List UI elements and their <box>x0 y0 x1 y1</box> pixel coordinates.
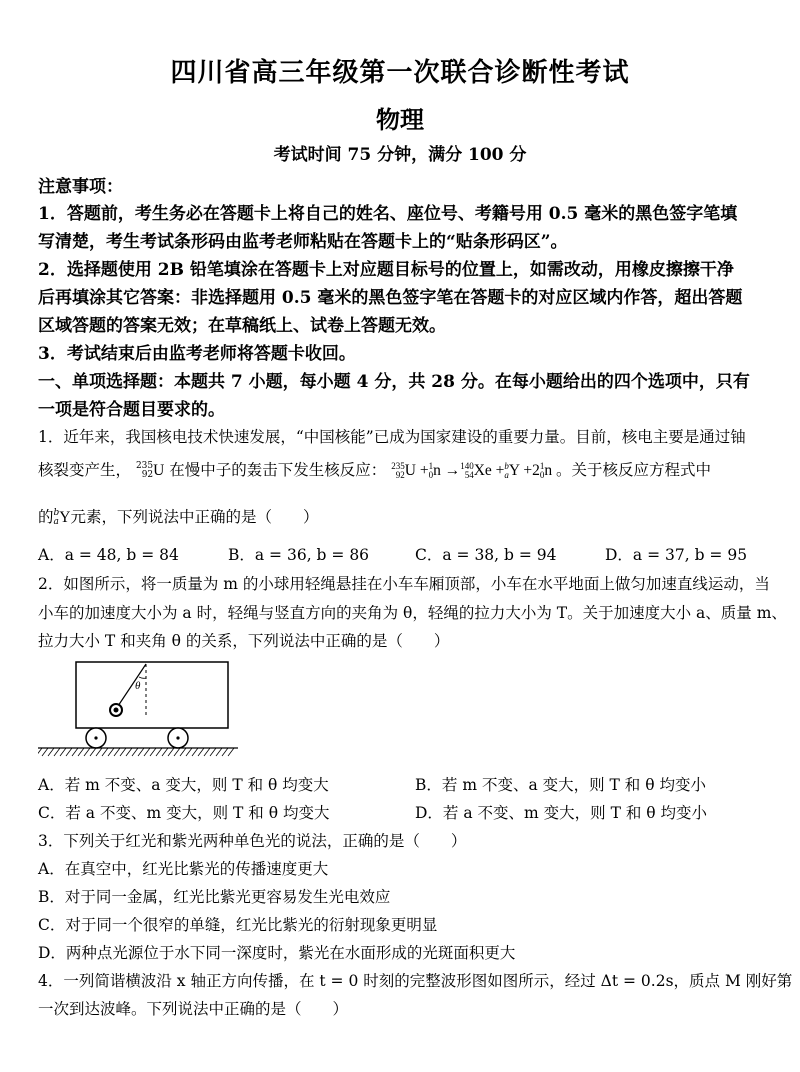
q1-line-3-suffix: 元素，下列说法中正确的是（ ） <box>70 508 319 526</box>
q3-option-c: C．对于同一个很窄的单缝，红光比紫光的衍射现象更明显 <box>38 916 438 934</box>
hatch-stroke <box>78 748 84 756</box>
u235-charge: 92 <box>141 470 154 480</box>
angle-arc <box>139 677 146 678</box>
note-2-line-3: 区域答题的答案无效；在草稿纸上、试卷上答题无效。 <box>38 316 446 336</box>
eq-y-charge: a <box>504 470 509 481</box>
q2-option-c: C．若 a 不变、m 变大，则 T 和 θ 均变大 <box>38 804 330 822</box>
q1-line-3-prefix: 的 <box>38 508 54 526</box>
note-1-line-1: 1．答题前，考生务必在答题卡上将自己的姓名、座位号、考籍号用 0.5 毫米的黑色签字笔填 <box>38 204 738 224</box>
u235-mass: 235 <box>135 461 154 471</box>
hatch-stroke <box>66 748 72 756</box>
hatch-stroke <box>162 748 168 756</box>
q2-option-a: A．若 m 不变、a 变大，则 T 和 θ 均变大 <box>38 776 329 794</box>
eq-u235-mass: 235 <box>391 461 405 472</box>
hatch-stroke <box>222 748 228 756</box>
q1-y-mass: b <box>53 508 60 518</box>
eq-y-symbol: Y <box>508 462 520 479</box>
q1-line-2-prefix: 核裂变产生， <box>38 461 132 479</box>
section-1-line-1: 一、单项选择题：本题共 7 小题，每小题 4 分，共 28 分。在每小题给出的四个选项中，只有 <box>38 372 750 392</box>
ground-hatching <box>38 748 234 756</box>
eq-n-symbol: n <box>433 462 441 479</box>
hatch-stroke <box>180 748 186 756</box>
hatch-stroke <box>48 748 54 756</box>
subject-title: 物理 <box>376 105 424 134</box>
eq-plus-2: + <box>495 462 505 479</box>
q2-option-d: D．若 a 不变、m 变大，则 T 和 θ 均变小 <box>415 804 708 822</box>
q3-option-a: A．在真空中，红光比紫光的传播速度更大 <box>38 860 329 878</box>
q1-line-1: 1．近年来，我国核电技术快速发展，“中国核能”已成为国家建设的重要力量。目前，核电主要是通过铀 <box>38 428 746 446</box>
hatch-stroke <box>108 748 114 756</box>
note-2-line-2: 后再填涂其它答案：非选择题用 0.5 毫米的黑色签字笔在答题卡的对应区域内作答，超出答题 <box>38 288 743 308</box>
notes-heading: 注意事项： <box>38 177 123 197</box>
hatch-stroke <box>216 748 222 756</box>
eq-u235-charge: 92 <box>395 470 405 481</box>
eq-plus-1: + <box>419 462 429 479</box>
note-3: 3．考试结束后由监考老师将答题卡收回。 <box>38 344 356 364</box>
note-1-line-2: 写清楚，考生考试条形码由监考老师粘贴在答题卡上的“贴条形码区”。 <box>38 232 568 252</box>
q1-option-a: A．a = 48, b = 84 <box>38 546 179 564</box>
q1-option-c: C．a = 38, b = 94 <box>415 546 557 564</box>
hatch-stroke <box>156 748 162 756</box>
hatch-stroke <box>90 748 96 756</box>
q1-option-b: B．a = 36, b = 86 <box>228 546 370 564</box>
hatch-stroke <box>96 748 102 756</box>
note-2-line-1: 2．选择题使用 2B 铅笔填涂在答题卡上对应题目标号的位置上，如需改动，用橡皮擦擦干净 <box>38 260 734 280</box>
wheel-right-axle <box>176 736 179 739</box>
hatch-stroke <box>120 748 126 756</box>
hatch-stroke <box>132 748 138 756</box>
hatch-stroke <box>38 748 42 756</box>
eq-n-mass: 1 <box>428 461 434 472</box>
q3-option-b: B．对于同一金属，红光比紫光更容易发生光电效应 <box>38 888 391 906</box>
hatch-stroke <box>174 748 180 756</box>
hatch-stroke <box>198 748 204 756</box>
q2-option-b: B．若 m 不变、a 变大，则 T 和 θ 均变小 <box>415 776 706 794</box>
q1-y-symbol: Y <box>59 509 71 526</box>
q4-line-1: 4．一列简谐横波沿 x 轴正方向传播，在 t = 0 时刻的完整波形图如图所示，经过 Δt = 0.2s，质点 M 刚好第 <box>38 972 793 990</box>
q2-line-1: 2．如图所示，将一质量为 m 的小球用轻绳悬挂在小车车厢顶部，小车在水平地面上做匀加速直线运动，当 <box>38 575 770 593</box>
exam-title: 四川省高三年级第一次联合诊断性考试 <box>170 58 630 88</box>
q2-line-2: 小车的加速度大小为 a 时，轻绳与竖直方向的夹角为 θ，轻绳的拉力大小为 T。关于加速度大小 a、质量 m、 <box>38 604 787 622</box>
hatch-stroke <box>150 748 156 756</box>
eq-xe-symbol: Xe <box>473 462 492 479</box>
eq-plus-3: + <box>523 462 533 479</box>
q1-y-charge: a <box>53 517 59 527</box>
q1-line-3 <box>38 505 773 527</box>
hatch-stroke <box>84 748 90 756</box>
hatch-stroke <box>114 748 120 756</box>
eq-n2-symbol: n <box>544 462 553 479</box>
eq-y-mass: b <box>504 461 509 472</box>
hatch-stroke <box>138 748 144 756</box>
eq-n2-charge: 0 <box>539 470 545 481</box>
section-1-line-2: 一项是符合题目要求的。 <box>38 400 225 420</box>
hatch-stroke <box>54 748 60 756</box>
q1-option-d: D．a = 37, b = 95 <box>605 546 748 564</box>
hatch-stroke <box>210 748 216 756</box>
q3-option-d: D．两种点光源位于水下同一深度时，紫光在水面形成的光斑面积更大 <box>38 944 516 962</box>
hatch-stroke <box>126 748 132 756</box>
ball-center <box>114 708 119 713</box>
q1-line-2-suffix: 。关于核反应方程式中 <box>556 461 712 479</box>
q1-line-2 <box>38 458 773 480</box>
nuclide-u235 <box>136 461 164 480</box>
eq-u235-symbol: U <box>404 462 416 479</box>
cart-pendulum-figure <box>38 656 238 760</box>
theta-label: θ <box>135 680 141 692</box>
q1-line-2-mid: 在慢中子的轰击下发生核反应： <box>169 461 387 479</box>
hatch-stroke <box>186 748 192 756</box>
hatch-stroke <box>72 748 78 756</box>
hatch-stroke <box>60 748 66 756</box>
hatch-stroke <box>192 748 198 756</box>
eq-arrow: → <box>444 462 461 479</box>
hatch-stroke <box>204 748 210 756</box>
hatch-stroke <box>42 748 48 756</box>
q4-line-2: 一次到达波峰。下列说法中正确的是（ ） <box>38 1000 349 1018</box>
cart-body <box>76 662 228 728</box>
eq-coef: 2 <box>532 462 540 479</box>
hatch-stroke <box>228 748 234 756</box>
nuclear-equation <box>391 462 556 479</box>
wheel-left-axle <box>94 736 97 739</box>
eq-xe-charge: 54 <box>464 470 474 481</box>
eq-n-charge: 0 <box>428 470 434 481</box>
hatch-stroke <box>144 748 150 756</box>
hatch-stroke <box>168 748 174 756</box>
eq-n2-mass: 1 <box>539 461 545 472</box>
q2-line-3: 拉力大小 T 和夹角 θ 的关系，下列说法中正确的是（ ） <box>38 632 450 650</box>
exam-info: 考试时间 75 分钟，满分 100 分 <box>273 145 527 165</box>
rope <box>118 664 146 706</box>
eq-xe-mass: 140 <box>460 461 474 472</box>
hatch-stroke <box>102 748 108 756</box>
q3-stem: 3．下列关于红光和紫光两种单色光的说法，正确的是（ ） <box>38 832 467 850</box>
u235-symbol: U <box>153 462 165 479</box>
